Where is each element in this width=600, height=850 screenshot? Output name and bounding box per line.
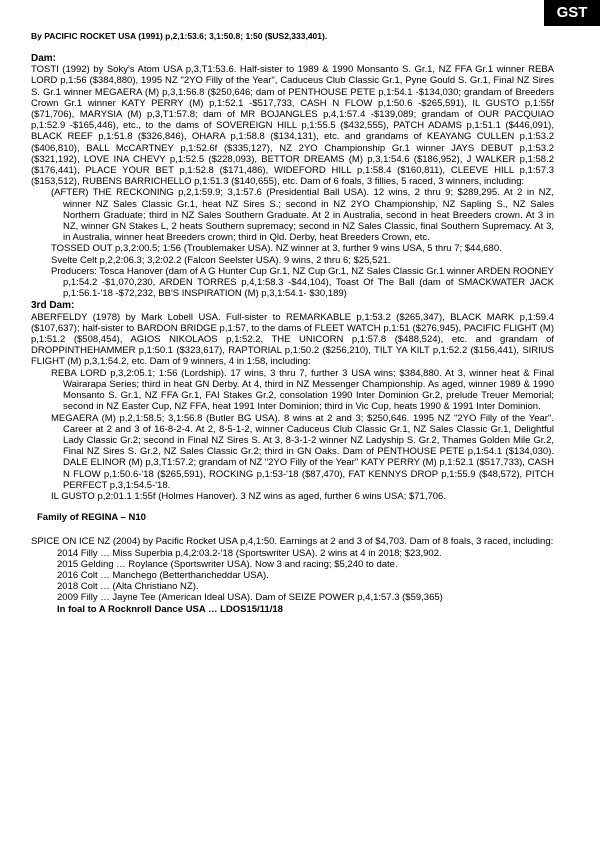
- dam-progeny-3: Svelte Celt p,2,2:06.3; 3,2:02.2 (Falcon Seelster USA). 9 wins, 2 thru 6; $25,521.: [51, 254, 391, 266]
- third-dam-text: ABERFELDY (1978) by Mark Lobell USA. Full-sister to REMARKABLE p,1:53.2 ($265,347), BLACK MARK p,1:59.4 ($107,637); half-sister to BARDON BRIDGE p,1:57, to the dams of FLEET WATCH p,1:51 ($276,945), PACIFIC FLIGHT (M) p,1:51.2 ($508,454), AGIOS NIKOLAOS p,1:52.2, THE UNICORN p,1:57.8 ($488,524), etc. and grandam of DROPPINTHEHAMMER p,1:50.1 ($323,617), RAPTORIAL p,1:50.2 ($256,210), TILT YA KILT p,1:52.2 ($156,441), SIRIUS FLIGHT (M) p,3,1:54.2, etc. Dam of 9 winners, 4 in 1:58, including:: [31, 311, 554, 368]
- third-dam-progeny-1: REBA LORD p,3,2:05.1; 1:56 (Lordship). 17 wins, 3 thru 7, further 3 USA wins; $384,880. At 3, winner heat & Final Wairarapa Series; third in heat GN Derby. At 4, third in NZ Messenger Championship. As aged, winner 1989 & 1990 Monsanto S. Gr.1, NZ FFA Gr.1, FAI Stakes Gr.2, consolation 1990 Inter Dominion Gr.2, prelude Treuer Memorial; second in NZ Easter Cup, NZ FFA, heat 1991 Inter Dominion; third in Vic Cup, heats 1990 & 1991 Inter Dominion.: [51, 367, 554, 413]
- spice-on-ice-text: SPICE ON ICE NZ (2004) by Pacific Rocket USA p,4,1:50. Earnings at 2 and 3 of $4,703. Dam of 8 foals, 3 raced, including:: [31, 536, 554, 548]
- third-dam-progeny-3: IL GUSTO p,2:01.1 1:55f (Holmes Hanover). 3 NZ wins as aged, further 6 wins USA; $71,706.: [51, 490, 446, 502]
- dam-progeny-producers: Producers: Tosca Hanover (dam of A G Hunter Cup Gr.1, NZ Cup Gr.1, NZ Sales Classic Gr.1 winner ARDEN ROONEY p,1:54.2 -$1,070,230, ARDEN TORRES p,4,1:58.3 -$44,104), Toast Of The Ball (dam of SMACKWATER JACK p,1:56.1-'18 -$72,232, BB'S INSPIRATION (M) p,3,1:54.1- $30,189): [51, 265, 554, 300]
- foal-line: 2018 Colt … (Alta Christiano NZ).: [57, 581, 199, 593]
- dam-progeny-1: (AFTER) THE RECKONING p,2,1:59.9; 3,1:57.6 (Presidential Ball USA). 12 wins, 2 thru 9; $289,295. At 2 in NZ, winner NZ Sales Classic Gr.1, heat NZ Sires S.; second in NZ 2YO Championship, NZ Sapling S., NZ Sales Northern Graduate; third in NZ Sales Southern Graduate. At 2 in Australia, second in heat Breeders crown. At 3 in NZ, winner GN Stakes L, 2 heats Southern supremacy; second in NZ Sales Classic, final Southern Supremacy. At 3, in Australia, winner heat Breeders crown; third in Qld. Derby, heat Breeders Crown, etc.: [51, 187, 554, 244]
- foal-line: 2014 Filly … Miss Superbia p,4,2:03.2-'18 (Sportswriter USA). 2 wins at 4 in 2018; $23,902.: [57, 547, 442, 559]
- in-foal-line: In foal to A Rocknroll Dance USA … LDOS15/11/18: [57, 603, 283, 615]
- sire-line: By PACIFIC ROCKET USA (1991) p,2,1:53.6; 3,1:50.8; 1:50 ($US2,333,401).: [31, 31, 328, 41]
- foal-line: 2009 Filly … Jayne Tee (American Ideal USA). Dam of SEIZE POWER p,4,1:57.3 ($59,365): [57, 592, 443, 604]
- foal-line: 2016 Colt … Manchego (Betterthancheddar USA).: [57, 569, 269, 581]
- foal-line: 2015 Gelding … Roylance (Sportswriter USA). Now 3 and racing; $5,240 to date.: [57, 558, 398, 570]
- pedigree-body: [31, 52, 554, 615]
- dam-heading: Dam:: [31, 53, 57, 64]
- third-dam-progeny-2: MEGAERA (M) p,2,1:58.5; 3,1:56.8 (Butler BG USA). 8 wins at 2 and 3; $250,646. 1995 NZ "2YO Filly of the Year". Career at 2 and 3 of 16-8-2-4. At 2, 8-5-1-2, winner Caduceus Club Classic Gr.1, NZ Sales Classic Gr.1, Delightful Lady Classic Gr.2; second in Final NZ Sires S. At 3, 8-3-1-2 winner NZ Ladyship S. Gr.2, Thames Golden Mile Gr.2, Final NZ Sires S. Gr.2, NZ Sales Classic Gr.2; third in GN Oaks. Dam of PENTHOUSE PETE p,1:54.1 ($134,030). DALE ELINOR (M) p,3,T1:57.2; grandam of NZ "2YO Filly of the Year" KATY PERRY (M) p,1:52.1 ($517,733), CASH N FLOW p,1:50.6-'18 ($265,591), ROCKING p,1:53-'18 ($87,470), FAT KENNYS DROP p,1:55.9 ($48,572), PITCH PERFECT p,3,1:54.5-'18.: [51, 412, 554, 491]
- dam-text: TOSTI (1992) by Soky's Atom USA p,3,T1:53.6. Half-sister to 1989 & 1990 Monsanto S. Gr.1, NZ FFA Gr.1 winner REBA LORD p,1:56 ($384,880), 1995 NZ "2YO Filly of the Year", Caduceus Club Classic Gr.1, Pyne Gould S. Gr.1, Final NZ Sires S. Gr.1 winner MEGAERA (M) p,3,1:56.8 ($250,646; dam of PENTHOUSE PETE p,1:54.1 -$134,030; grandam of Breeders Crown Gr.1 winner KATY PERRY (M) p,1:52.1 -$517,733, CASH N FLOW p,1:50.6 -$265,591), IL GUSTO p,1:55f ($71,706), MARYSIA (M) p,3,T1:57.8; dam of MR BOJANGLES p,4,1:57.4 -$139,089; grandam of OUR PACQUIAO p,1:52.9 -$165,446), etc., to the dams of SOVEREIGN HILL p,1:55.5 ($432,555), PATCH ADAMS p,1:51.1 ($446,091), BLACK REEF p,1:51.8 ($326,846), OHARA p,1:58.8 ($134,131), etc. and grandams of KEAYANG CULLEN p,1:53.2 ($406,810), BALL McCARTNEY p,1:52.6f ($335,127), NZ 2YO Championship Gr.1 winner JAYS DEBUT p,1:53.2 ($321,192), LOVE INA CHEVY p,1:52.5 ($228,093), BETTOR DREAMS (M) p,3,1:54.6 ($186,952), J WALKER p,1:58.2 ($176,441), PLACE YOUR BET p,1:52.8 ($171,486), WIDEFORD HILL p,1:58.4 ($160,811), CLEEVE HILL p,1:57.3 ($153,512), RUBENS BARRICHELLO p,1:51.3 ($140,655), etc. Dam of 6 foals, 3 fillies, 5 raced, 3 winners, including:: [31, 64, 554, 188]
- third-dam-heading: 3rd Dam:: [31, 300, 75, 312]
- family-heading: Family of REGINA – N10: [37, 512, 146, 524]
- catalogue-tag: GST: [544, 0, 600, 26]
- dam-progeny-2: TOSSED OUT p,3,2:00.5; 1:56 (Troublemaker USA). NZ winner at 3, further 9 wins USA, 5 thru 7; $44,680.: [51, 243, 502, 255]
